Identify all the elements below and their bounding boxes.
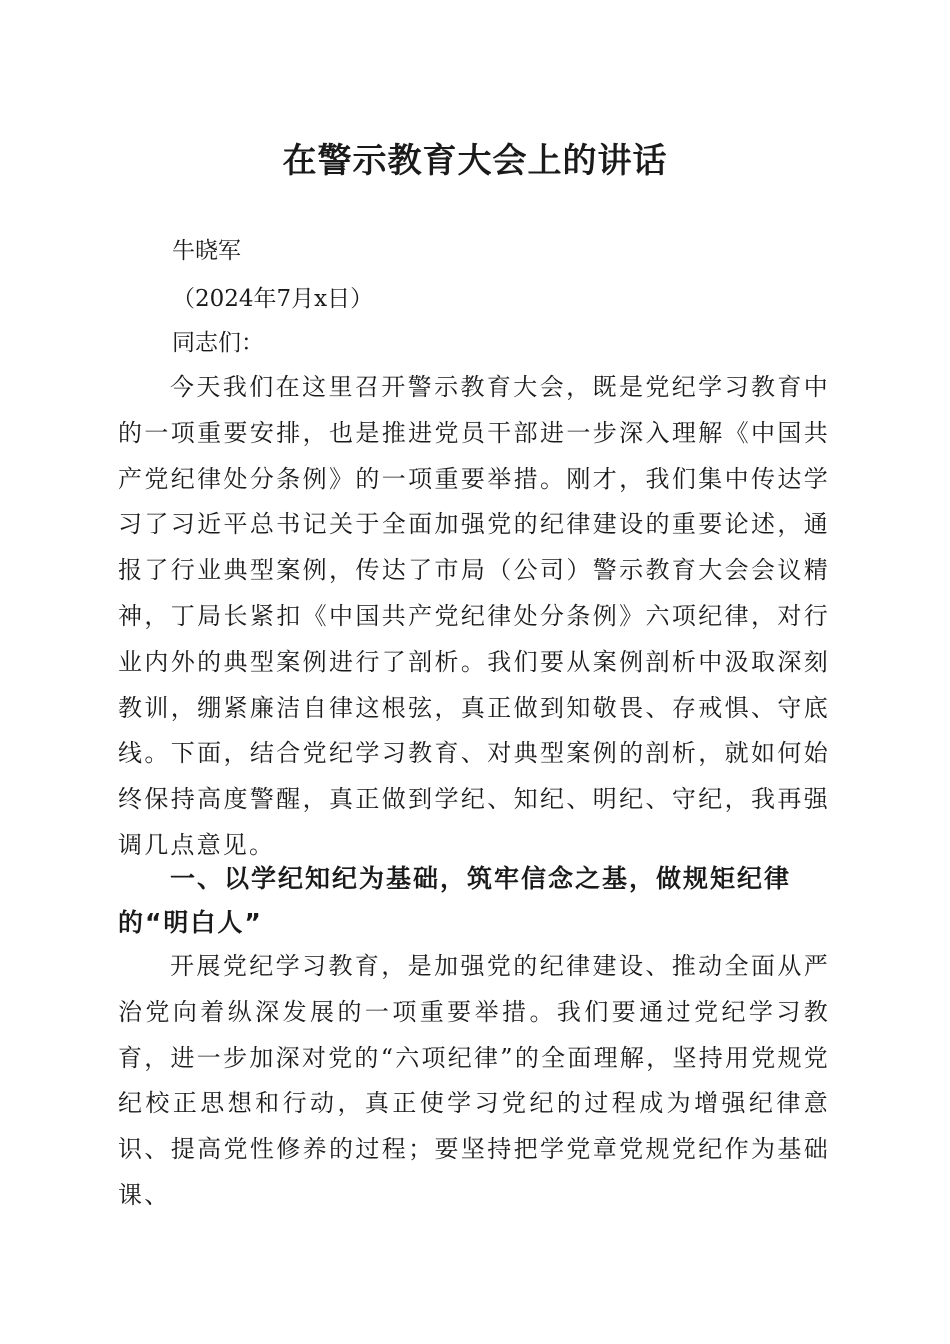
document-title: 在警示教育大会上的讲话 <box>282 141 668 181</box>
speech-date: （2024年7月x日） <box>172 286 374 312</box>
intro-paragraph: 今天我们在这里召开警示教育大会，既是党纪学习教育中的一项重要安排，也是推进党员干部进一步深入理解《中国共产党纪律处分条例》的一项重要举措。刚才，我们集中传达学习了习近平总书记关于全面加强党的纪律建设的重要论述，通报了行业典型案例，传达了市局（公司）警示教育大会会议精神，丁局长紧扣《中国共产党纪律处分条例》六项纪律，对行业内外的典型案例进行了剖析。我们要从案例剖析中汲取深刻教训，绷紧廉洁自律这根弦，真正做到知敬畏、存戒惧、守底线。下面，结合党纪学习教育、对典型案例的剖析，就如何始终保持高度警醒，真正做到学纪、知纪、明纪、守纪，我再强调几点意见。 <box>118 373 830 859</box>
author-name: 牛晓军 <box>172 238 241 264</box>
section-heading-1: 一、以学纪知纪为基础，筑牢信念之基，做规矩纪律的“明白人” <box>118 864 792 937</box>
salutation: 同志们： <box>172 330 264 356</box>
section-1-paragraph: 开展党纪学习教育，是加强党的纪律建设、推动全面从严治党向着纵深发展的一项重要举措。我们要通过党纪学习教育，进一步加深对党的“六项纪律”的全面理解，坚持用党规党纪校正思想和行动，真正使学习党纪的过程成为增强纪律意识、提高党性修养的过程；要坚持把学党章党规党纪作为基础课、 <box>118 952 830 1209</box>
